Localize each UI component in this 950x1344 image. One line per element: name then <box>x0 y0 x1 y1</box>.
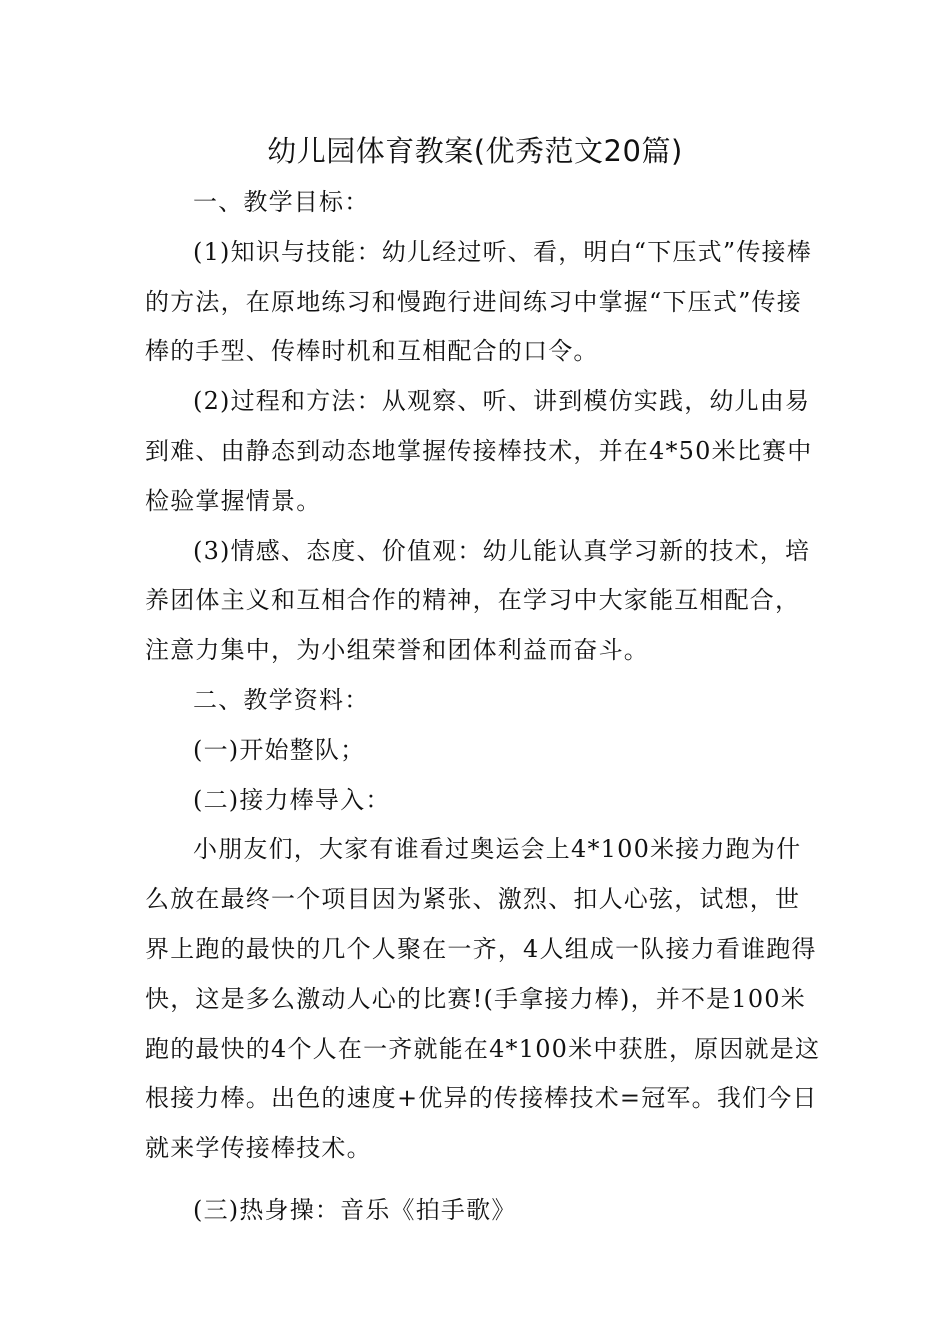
paragraph-emotion-values: (3)情感、态度、价值观：幼儿能认真学习新的技术，培养团体主义和互相合作的精神，在学习中大家能互相配合，注意力集中，为小组荣誉和团体利益而奋斗。 <box>145 536 811 665</box>
paragraph-knowledge-skills: (1)知识与技能：幼儿经过听、看，明白“下压式”传接棒的方法，在原地练习和慢跑行进间练习中掌握“下压式”传接棒的手型、传棒时机和互相配合的口令。 <box>145 237 812 366</box>
paragraph-baton-intro-heading: (二)接力棒导入： <box>193 785 391 814</box>
document-title: 幼儿园体育教案(优秀范文20篇) <box>267 134 683 168</box>
section-heading-objectives: 一、教学目标： <box>193 188 370 216</box>
section-heading-materials: 二、教学资料： <box>193 685 370 714</box>
paragraph-start-lineup: (一)开始整队； <box>193 735 366 764</box>
document-body <box>145 178 825 1236</box>
paragraph-process-method: (2)过程和方法：从观察、听、讲到模仿实践，幼儿由易到难、由静态到动态地掌握传接棒技术，并在4*50米比赛中检验掌握情景。 <box>145 387 813 515</box>
paragraph-warmup: (三)热身操：音乐《拍手歌》 <box>193 1195 517 1224</box>
paragraph-baton-intro: 小朋友们，大家有谁看过奥运会上4*100米接力跑为什么放在最终一个项目因为紧张、激烈、扣人心弦，试想，世界上跑的最快的几个人聚在一齐，4人组成一队接力看谁跑得快，这是多么激动人心的比赛!(手拿接力棒)，并不是100米跑的最快的4个人在一齐就能在4*100米中获胜，原因就是这根接力棒。出色的速度+优异的传接棒技术=冠军。我们今日就来学传接棒技术。 <box>145 835 821 1163</box>
